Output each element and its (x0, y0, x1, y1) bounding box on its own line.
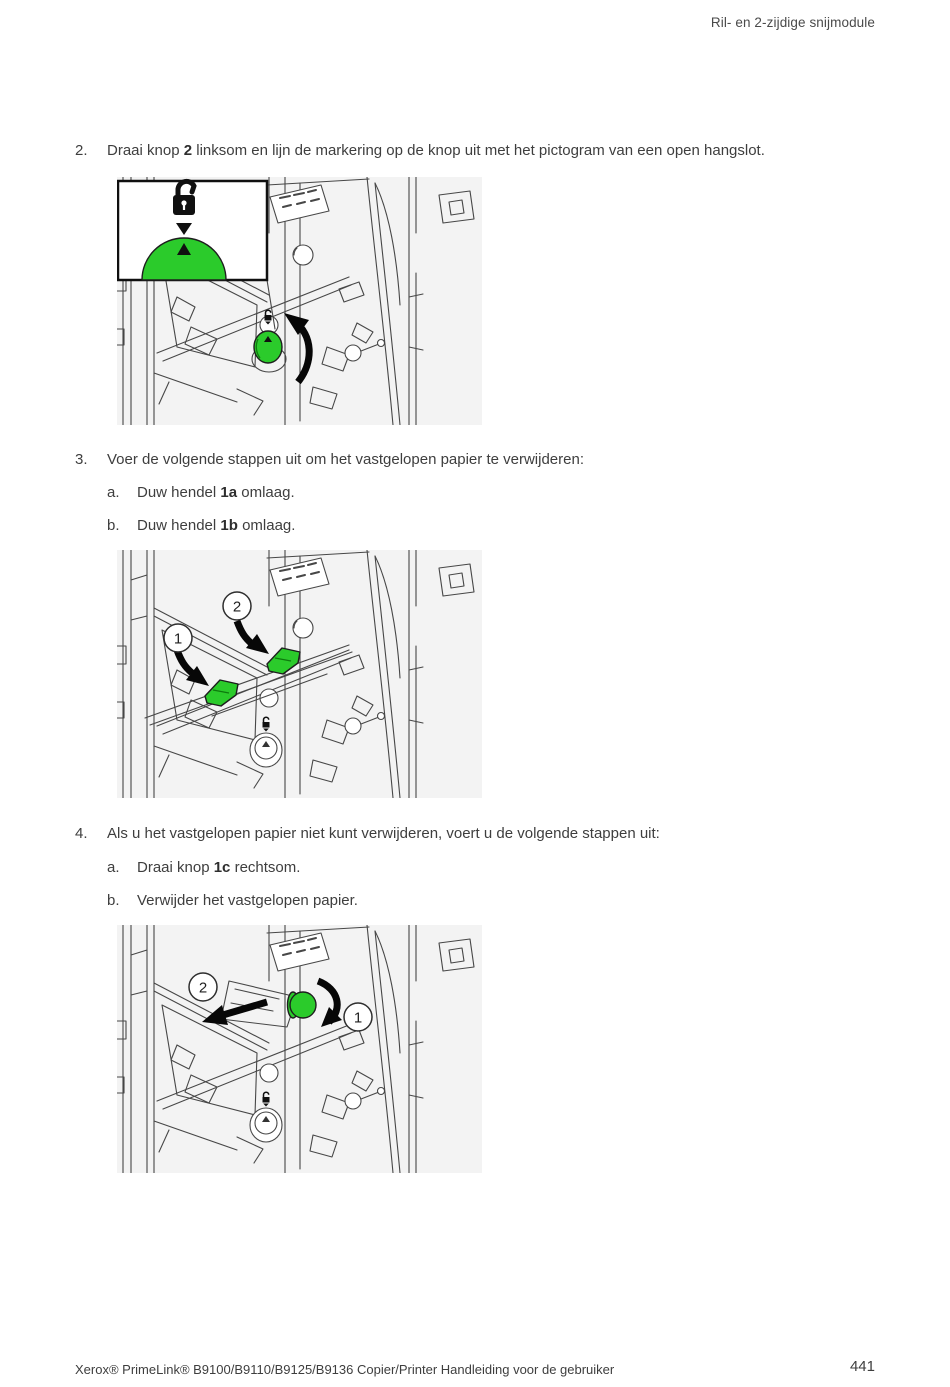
green-lever-1a (205, 680, 238, 706)
running-header: Ril- en 2-zijdige snijmodule (710, 15, 875, 30)
figure-levers-1a-1b (117, 550, 482, 798)
callout-2 (223, 592, 251, 620)
text-segment: Duw hendel (137, 484, 221, 501)
knob-2-ref: 2 (183, 142, 193, 159)
step-4a (107, 858, 877, 878)
footer-page-number: 441 (849, 1358, 875, 1375)
text-segment: omlaag. (237, 484, 295, 501)
figure-knob1c-drawing (117, 925, 482, 1173)
step-3b-label: b. (107, 517, 120, 534)
rotate-clockwise-arrow (318, 981, 342, 1027)
text-segment: Draai knop (137, 859, 214, 876)
green-knob-1c (288, 992, 317, 1018)
callout-1-number: 1 (173, 630, 183, 648)
step-2-number: 2. (75, 142, 88, 159)
step-2 (75, 141, 880, 161)
knob-2-small (250, 733, 282, 767)
step-3a-label: a. (107, 484, 120, 501)
figure-levers-drawing (117, 550, 482, 798)
callout-2-number: 2 (232, 598, 242, 616)
text-segment: linksom en lijn de markering op de knop uit met het pictogram van een open hangslot. (192, 142, 765, 159)
machine-line-art (117, 550, 474, 798)
text-segment: omlaag. (237, 517, 296, 534)
figure-knob2-unlock-drawing (117, 177, 482, 425)
step-3-number: 3. (75, 451, 88, 468)
callout-1 (164, 624, 192, 652)
machine-line-art (117, 925, 474, 1173)
step-3 (75, 450, 880, 470)
step-4a-label: a. (107, 859, 120, 876)
knob-1c-ref: 1c (213, 859, 231, 876)
figure-knob1c-remove-paper (117, 925, 482, 1173)
push-down-arrow-1 (177, 650, 209, 686)
callout-2-number: 2 (198, 979, 208, 997)
text-segment: rechtsom. (230, 859, 301, 876)
step-4b-text: Verwijder het vastgelopen papier. (137, 892, 358, 909)
step-3-text: Voer de volgende stappen uit om het vastgelopen papier te verwijderen: (107, 451, 584, 468)
padlock-marker-icon (263, 717, 270, 731)
step-3a (107, 483, 877, 503)
step-3a-text (137, 483, 295, 503)
step-4a-text (137, 858, 300, 878)
figure-knob2-unlock (117, 177, 482, 425)
step-3b-text (137, 516, 295, 536)
green-knob-2 (252, 331, 286, 372)
callout-2 (189, 973, 217, 1001)
callout-1-number: 1 (353, 1009, 363, 1027)
step-4b (107, 891, 877, 911)
rotate-counterclockwise-arrow (284, 313, 309, 382)
text-segment: Draai knop (107, 142, 184, 159)
step-4-number: 4. (75, 825, 88, 842)
footer-book-title: Xerox® PrimeLink® B9100/B9110/B9125/B9136 Copier/Printer Handleiding voor de gebruiker (75, 1362, 615, 1377)
step-4b-label: b. (107, 892, 120, 909)
step-3b (107, 516, 877, 536)
push-down-arrow-2 (237, 621, 269, 654)
inset-unlock-indicator (118, 181, 275, 329)
padlock-marker-icon (263, 1092, 270, 1106)
text-segment: Duw hendel (137, 517, 221, 534)
step-4 (75, 824, 880, 844)
lever-1a-ref: 1a (220, 484, 238, 501)
lever-1b-ref: 1b (220, 517, 238, 534)
callout-1 (344, 1003, 372, 1031)
green-lever-1b (267, 648, 300, 674)
step-4-text: Als u het vastgelopen papier niet kunt verwijderen, voert u de volgende stappen uit: (107, 825, 660, 842)
step-2-text (107, 141, 765, 161)
knob-2-small (250, 1108, 282, 1142)
